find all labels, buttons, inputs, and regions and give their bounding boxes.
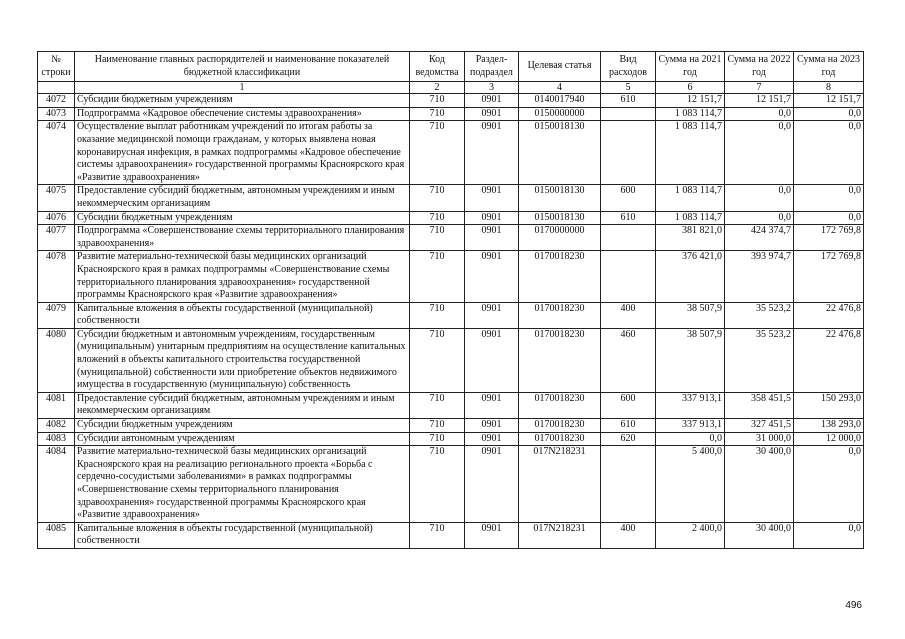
- row-number: 4080: [38, 328, 75, 392]
- row-name: Субсидии автономным учреждениям: [75, 432, 410, 446]
- row-name: Развитие материально-технической базы медицинских организаций Красноярского края в рамках подпрограммы «Совершенствование схемы территориального планирования здравоохранения» государственной программы Красноярского края «Развитие здравоохранения»: [75, 251, 410, 302]
- row-target-article: 0150018130: [519, 121, 601, 185]
- row-sum-2021: 337 913,1: [656, 392, 725, 418]
- row-department-code: 710: [410, 225, 465, 251]
- row-target-article: 0150000000: [519, 107, 601, 121]
- row-number: 4077: [38, 225, 75, 251]
- table-row: [38, 225, 864, 251]
- row-sum-2022: 327 451,5: [725, 419, 794, 433]
- row-name: Капитальные вложения в объекты государственной (муниципальной) собственности: [75, 522, 410, 548]
- row-department-code: 710: [410, 522, 465, 548]
- table-row: [38, 121, 864, 185]
- row-section: 0901: [465, 225, 519, 251]
- column-number: [38, 82, 75, 94]
- row-target-article: 0150018130: [519, 185, 601, 211]
- row-section: 0901: [465, 392, 519, 418]
- row-number: 4081: [38, 392, 75, 418]
- row-department-code: 710: [410, 328, 465, 392]
- row-sum-2023: 0,0: [794, 107, 864, 121]
- budget-page: [37, 51, 863, 549]
- row-sum-2022: 0,0: [725, 107, 794, 121]
- row-department-code: 710: [410, 121, 465, 185]
- row-target-article: 0140017940: [519, 94, 601, 108]
- row-department-code: 710: [410, 392, 465, 418]
- row-expense-kind: [601, 121, 656, 185]
- row-name: Субсидии бюджетным учреждениям: [75, 419, 410, 433]
- row-sum-2021: 38 507,9: [656, 302, 725, 328]
- row-expense-kind: 610: [601, 94, 656, 108]
- row-target-article: 017N218231: [519, 522, 601, 548]
- row-number: 4072: [38, 94, 75, 108]
- row-sum-2022: 0,0: [725, 121, 794, 185]
- header-target-article: Целевая статья: [519, 52, 601, 82]
- row-sum-2023: 12 000,0: [794, 432, 864, 446]
- column-number: 3: [465, 82, 519, 94]
- row-target-article: 0170018230: [519, 419, 601, 433]
- row-target-article: 0170018230: [519, 328, 601, 392]
- row-target-article: 0170000000: [519, 225, 601, 251]
- row-name: Подпрограмма «Кадровое обеспечение системы здравоохранения»: [75, 107, 410, 121]
- table-body: [38, 94, 864, 549]
- row-sum-2022: 12 151,7: [725, 94, 794, 108]
- row-sum-2023: 22 476,8: [794, 328, 864, 392]
- row-section: 0901: [465, 94, 519, 108]
- row-expense-kind: [601, 251, 656, 302]
- row-target-article: 0170018230: [519, 392, 601, 418]
- row-name: Осуществление выплат работникам учреждений по итогам работы за оказание медицинской помощи гражданам, у которых выявлена новая коронавирусная инфекция, в рамках подпрограммы «Кадровое обеспечение системы здравоохранения» государственной программы Красноярского края «Развитие здравоохранения»: [75, 121, 410, 185]
- row-department-code: 710: [410, 94, 465, 108]
- row-department-code: 710: [410, 211, 465, 225]
- row-sum-2023: 22 476,8: [794, 302, 864, 328]
- row-expense-kind: [601, 446, 656, 523]
- row-target-article: 017N218231: [519, 446, 601, 523]
- table-row: [38, 107, 864, 121]
- row-section: 0901: [465, 251, 519, 302]
- row-expense-kind: 600: [601, 185, 656, 211]
- row-sum-2023: 172 769,8: [794, 251, 864, 302]
- row-name: Предоставление субсидий бюджетным, автономным учреждениям и иным некоммерческим организациям: [75, 185, 410, 211]
- row-sum-2022: 424 374,7: [725, 225, 794, 251]
- table-row: [38, 446, 864, 523]
- header-row: [38, 52, 864, 82]
- table-row: [38, 419, 864, 433]
- row-expense-kind: 400: [601, 522, 656, 548]
- header-sum-2023: Сумма на 2023 год: [794, 52, 864, 82]
- row-sum-2021: 337 913,1: [656, 419, 725, 433]
- table-row: [38, 432, 864, 446]
- header-sum-2021: Сумма на 2021 год: [656, 52, 725, 82]
- row-sum-2021: 5 400,0: [656, 446, 725, 523]
- row-section: 0901: [465, 446, 519, 523]
- row-department-code: 710: [410, 251, 465, 302]
- row-number: 4075: [38, 185, 75, 211]
- row-number: 4076: [38, 211, 75, 225]
- row-sum-2023: 138 293,0: [794, 419, 864, 433]
- header-department-code: Код ведомства: [410, 52, 465, 82]
- row-sum-2021: 381 821,0: [656, 225, 725, 251]
- row-sum-2022: 0,0: [725, 211, 794, 225]
- row-department-code: 710: [410, 107, 465, 121]
- row-sum-2021: 376 421,0: [656, 251, 725, 302]
- row-sum-2022: 358 451,5: [725, 392, 794, 418]
- row-target-article: 0170018230: [519, 432, 601, 446]
- row-sum-2021: 1 083 114,7: [656, 185, 725, 211]
- row-department-code: 710: [410, 432, 465, 446]
- table-row: [38, 328, 864, 392]
- row-section: 0901: [465, 185, 519, 211]
- row-department-code: 710: [410, 302, 465, 328]
- row-sum-2022: 0,0: [725, 185, 794, 211]
- header-section: Раздел-подраздел: [465, 52, 519, 82]
- row-sum-2023: 172 769,8: [794, 225, 864, 251]
- row-sum-2021: 38 507,9: [656, 328, 725, 392]
- page-number: 496: [845, 600, 862, 611]
- row-department-code: 710: [410, 446, 465, 523]
- row-section: 0901: [465, 419, 519, 433]
- row-sum-2022: 35 523,2: [725, 302, 794, 328]
- row-section: 0901: [465, 302, 519, 328]
- column-number: 6: [656, 82, 725, 94]
- row-sum-2023: 150 293,0: [794, 392, 864, 418]
- table-row: [38, 522, 864, 548]
- row-number: 4082: [38, 419, 75, 433]
- row-sum-2022: 30 400,0: [725, 522, 794, 548]
- table-row: [38, 251, 864, 302]
- row-sum-2023: 0,0: [794, 446, 864, 523]
- row-expense-kind: [601, 107, 656, 121]
- column-number: 4: [519, 82, 601, 94]
- row-sum-2021: 1 083 114,7: [656, 121, 725, 185]
- row-number: 4085: [38, 522, 75, 548]
- column-number: 2: [410, 82, 465, 94]
- row-expense-kind: 610: [601, 419, 656, 433]
- row-number: 4073: [38, 107, 75, 121]
- row-expense-kind: 610: [601, 211, 656, 225]
- row-section: 0901: [465, 107, 519, 121]
- row-department-code: 710: [410, 419, 465, 433]
- table-row: [38, 302, 864, 328]
- column-number: 5: [601, 82, 656, 94]
- header-sum-2022: Сумма на 2022 год: [725, 52, 794, 82]
- table-row: [38, 185, 864, 211]
- row-expense-kind: 600: [601, 392, 656, 418]
- column-number: 8: [794, 82, 864, 94]
- header-expense-kind: Вид расходов: [601, 52, 656, 82]
- row-section: 0901: [465, 328, 519, 392]
- row-section: 0901: [465, 522, 519, 548]
- row-expense-kind: 620: [601, 432, 656, 446]
- row-number: 4078: [38, 251, 75, 302]
- row-number: 4079: [38, 302, 75, 328]
- row-sum-2022: 393 974,7: [725, 251, 794, 302]
- row-section: 0901: [465, 432, 519, 446]
- row-name: Субсидии бюджетным учреждениям: [75, 211, 410, 225]
- row-sum-2023: 12 151,7: [794, 94, 864, 108]
- row-sum-2022: 35 523,2: [725, 328, 794, 392]
- header-row-number: № строки: [38, 52, 75, 82]
- row-expense-kind: 400: [601, 302, 656, 328]
- column-number-row: [38, 82, 864, 94]
- row-sum-2023: 0,0: [794, 522, 864, 548]
- row-name: Предоставление субсидий бюджетным, автономным учреждениям и иным некоммерческим организациям: [75, 392, 410, 418]
- row-expense-kind: 460: [601, 328, 656, 392]
- row-target-article: 0150018130: [519, 211, 601, 225]
- row-section: 0901: [465, 211, 519, 225]
- row-sum-2021: 12 151,7: [656, 94, 725, 108]
- column-number: 7: [725, 82, 794, 94]
- row-name: Развитие материально-технической базы медицинских организаций Красноярского края на реализацию регионального проекта «Борьба с сердечно-сосудистыми заболеваниями» в рамках подпрограммы «Совершенствование схемы территориального планирования здравоохранения» государственной программы Красноярского края «Развитие здравоохранения»: [75, 446, 410, 523]
- row-target-article: 0170018230: [519, 251, 601, 302]
- row-sum-2022: 30 400,0: [725, 446, 794, 523]
- budget-table: [37, 51, 864, 549]
- row-department-code: 710: [410, 185, 465, 211]
- row-sum-2021: 1 083 114,7: [656, 211, 725, 225]
- row-sum-2023: 0,0: [794, 211, 864, 225]
- column-number: 1: [75, 82, 410, 94]
- row-sum-2023: 0,0: [794, 121, 864, 185]
- row-sum-2022: 31 000,0: [725, 432, 794, 446]
- row-sum-2021: 1 083 114,7: [656, 107, 725, 121]
- row-name: Капитальные вложения в объекты государственной (муниципальной) собственности: [75, 302, 410, 328]
- row-number: 4074: [38, 121, 75, 185]
- row-section: 0901: [465, 121, 519, 185]
- header-name: Наименование главных распорядителей и наименование показателей бюджетной классификации: [75, 52, 410, 82]
- row-sum-2021: 0,0: [656, 432, 725, 446]
- row-sum-2021: 2 400,0: [656, 522, 725, 548]
- row-expense-kind: [601, 225, 656, 251]
- row-number: 4084: [38, 446, 75, 523]
- row-name: Субсидии бюджетным учреждениям: [75, 94, 410, 108]
- row-target-article: 0170018230: [519, 302, 601, 328]
- table-row: [38, 211, 864, 225]
- row-number: 4083: [38, 432, 75, 446]
- row-name: Субсидии бюджетным и автономным учреждениям, государственным (муниципальным) унитарным предприятиям на осуществление капитальных вложений в объекты капитального строительства государственной (муниципальной) собственности или приобретение объектов недвижимого имущества в государственную (муниципальную) собственность: [75, 328, 410, 392]
- row-name: Подпрограмма «Совершенствование схемы территориального планирования здравоохранения»: [75, 225, 410, 251]
- table-row: [38, 94, 864, 108]
- table-row: [38, 392, 864, 418]
- row-sum-2023: 0,0: [794, 185, 864, 211]
